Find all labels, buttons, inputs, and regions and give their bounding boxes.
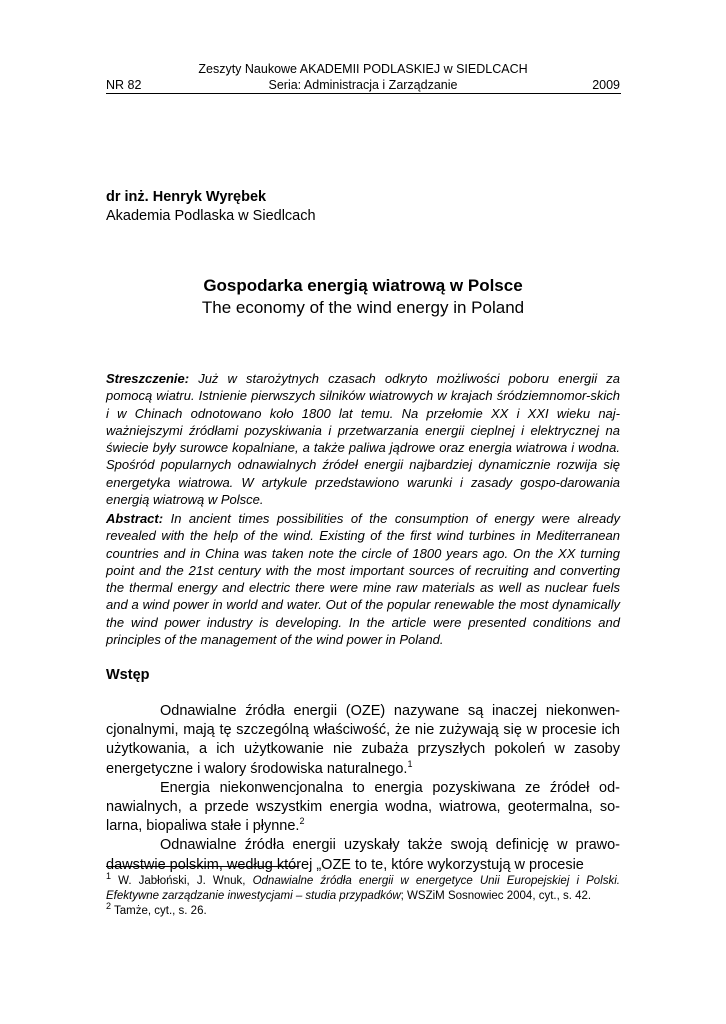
abstract-polish-text: Już w starożytnych czasach odkryto możliwości poboru energii za pomocą wiatru. Istnienie pierwszych silników wiatrowych w krajach śródziemnomor-skich i w Chinach odnotowano koło 1800 lat temu. Na przełomie XX i XXI wieku naj-ważniejszymi źródłami pozyskiwania i przetwarzania energii cieplnej i elektrycznej na świecie były surowce kopalniane, a także paliwa jądrowe oraz energia wiatrowa i wodna. Spośród popularnych odnawialnych źródeł energii najbardziej dynamicznie rozwija się energetyka wiatrowa. W artykule przedstawiono warunki i zasady gospo-darowania energią wiatrową w Polsce.: [106, 371, 620, 508]
footnote-1-title: Odnawialne źródła energii w energetyce Unii Europejskiej i Polski. Efektywne zarządzanie inwestycjami – studia przypadków: [106, 875, 620, 902]
author-affiliation: Akademia Podlaska w Siedlcach: [106, 208, 316, 224]
publication-year: 2009: [592, 78, 620, 92]
title-english: The economy of the wind energy in Poland: [201, 298, 525, 317]
header-divider: [106, 93, 621, 94]
author-block: [106, 188, 316, 226]
footnote-2-number: 2: [106, 901, 112, 912]
paragraph-1-text: Odnawialne źródła energii (OZE) nazywane są inaczej niekonwen-cjonalnymi, mają tę szczególną właściwość, że nie zużywają się w procesie ich użytkowania, a ich użytkowanie nie zubaża przyszłych pokoleń w zasoby energetyczne i walory środowiska naturalnego.: [106, 703, 620, 777]
article-title: [106, 275, 620, 319]
abstract-polish-label: Streszczenie:: [106, 371, 190, 386]
paragraph-2-text: Energia niekonwencjonalna to energia pozyskiwana ze źródeł od-nawialnych, a przede wszystkim energia wodna, wiatrowa, geotermalna, so-larna, biopaliwa stałe i płynne.: [106, 779, 620, 835]
footnote-1-authors: W. Jabłoński, J. Wnuk,: [111, 875, 253, 887]
footnote-1-number: 1: [106, 871, 112, 882]
paragraph-1: [106, 702, 620, 779]
running-header: [106, 62, 620, 94]
abstract-english: [106, 510, 620, 648]
abstract-english-label: Abstract:: [106, 511, 164, 526]
issue-number: NR 82: [106, 78, 142, 92]
journal-name: Zeszyty Naukowe AKADEMII PODLASKIEJ w SIEDLCACH: [198, 62, 528, 76]
footnote-2-text: Tamże, cyt., s. 26.: [111, 905, 207, 917]
footnote-divider: [106, 866, 299, 867]
body-text: [106, 702, 620, 875]
title-polish: Gospodarka energią wiatrową w Polsce: [203, 276, 523, 295]
paragraph-3-text: Odnawialne źródła energii uzyskały także swoją definicję w prawo-dawstwie polskim, według której „OZE to te, które wykorzystują w procesie: [106, 837, 620, 873]
footnote-ref-1: 1: [407, 758, 413, 769]
footnote-1-rest: ; WSZiM Sosnowiec 2004, cyt., s. 42.: [400, 890, 592, 902]
series-name: Seria: Administracja i Zarządzanie: [268, 78, 458, 92]
author-name: dr inż. Henryk Wyrębek: [106, 189, 267, 205]
paragraph-2: [106, 779, 620, 837]
footnote-1: [106, 871, 620, 904]
section-heading: Wstęp: [106, 667, 150, 683]
footnote-ref-2: 2: [299, 816, 305, 827]
abstract-english-text: In ancient times possibilities of the consumption of energy were already revealed with the help of the wind. Existing of the first wind turbines in Mediterranean countries and in China was taken note the circle of 1800 years ago. On the XX turning point and the 21st century with the most important sources of recruiting and converting the thermal energy and electric there were mine raw materials as well as nuclear fuels and a wind power in world and water. Out of the popular renewable the most dynamically the wind power industry is developing. In the article were presented conditions and principles of the management of the wind power in Poland.: [106, 511, 620, 648]
paragraph-3: [106, 836, 620, 874]
abstract-polish: [106, 370, 620, 508]
footnote-2: [106, 901, 620, 919]
footnotes: [106, 871, 620, 919]
